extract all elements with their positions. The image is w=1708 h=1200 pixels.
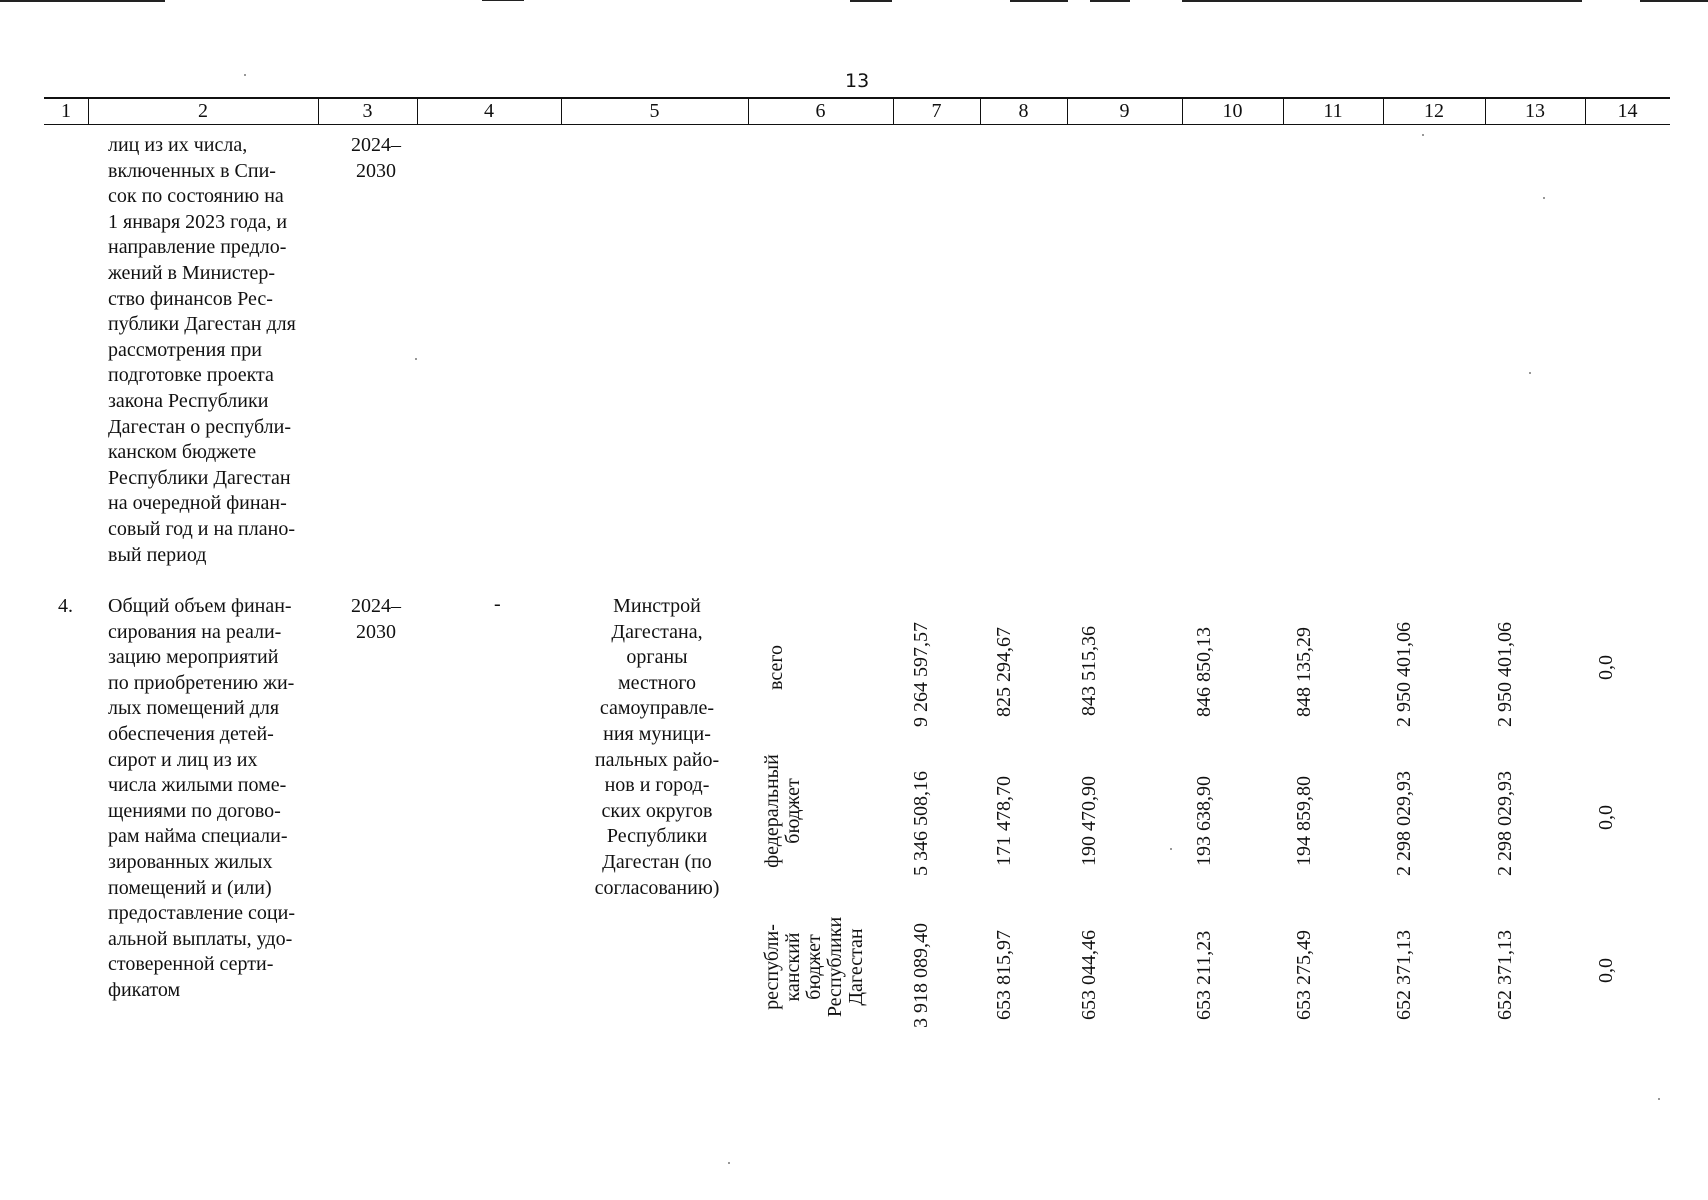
text-line: 2030 xyxy=(356,159,396,182)
text-line: Минстрой xyxy=(613,595,701,617)
text-line: рассмотрения при xyxy=(108,338,262,361)
row4-description xyxy=(108,594,317,1004)
text-line: ство финансов Рес- xyxy=(108,287,273,310)
value-republic-col14: 0,0 xyxy=(1595,958,1617,983)
value-total-col10: 846 850,13 xyxy=(1193,627,1215,717)
scan-artifact-line xyxy=(1182,0,1582,2)
value-federal-col10: 193 638,90 xyxy=(1193,776,1215,866)
column-header: 14 xyxy=(1617,100,1638,122)
text-line: вый период xyxy=(108,543,207,566)
value-republic-col9: 653 044,46 xyxy=(1078,930,1100,1020)
text-line: нов и город- xyxy=(604,774,710,797)
column-header: 3 xyxy=(362,100,373,122)
text-line: лых помещений для xyxy=(108,697,280,720)
funding-source-total: всего xyxy=(765,644,787,690)
value-federal-col12: 2 298 029,93 xyxy=(1393,771,1415,876)
text-line: на очередной финан- xyxy=(108,492,287,515)
column-header: 6 xyxy=(815,100,826,122)
funding-source-federal: федеральный бюджет xyxy=(761,754,804,868)
text-line: лиц из их числа, xyxy=(108,134,248,156)
column-header: 10 xyxy=(1222,100,1243,122)
scan-speck xyxy=(1170,848,1172,850)
text-line: сирования на реали- xyxy=(108,620,282,643)
column-header: 8 xyxy=(1018,100,1029,122)
text-line: обеспечения детей- xyxy=(108,722,274,745)
text-line: рам найма специали- xyxy=(108,825,288,848)
value-total-col12: 2 950 401,06 xyxy=(1393,622,1415,727)
text-line: местного xyxy=(617,671,697,694)
scan-artifact-line xyxy=(1010,0,1068,2)
column-header: 11 xyxy=(1323,100,1343,122)
value-republic-col12: 652 371,13 xyxy=(1393,930,1415,1020)
value-republic-col10: 653 211,23 xyxy=(1193,930,1215,1020)
text-line: пальных райо- xyxy=(594,748,720,771)
text-line: совый год и на плано- xyxy=(108,517,295,540)
value-federal-col7: 5 346 508,16 xyxy=(910,771,932,876)
text-line: зированных жилых xyxy=(108,850,273,873)
column-header: 2 xyxy=(198,100,208,122)
continued-row-period xyxy=(336,133,416,184)
value-republic-col7: 3 918 089,40 xyxy=(910,923,932,1028)
value-total-col13: 2 950 401,06 xyxy=(1494,622,1516,727)
value-republic-col11: 653 275,49 xyxy=(1293,930,1315,1020)
funding-source-republic: республи-канский бюджет Республики Дагестан xyxy=(761,916,867,1018)
text-line: ских округов xyxy=(601,799,713,822)
column-header: 5 xyxy=(649,100,660,122)
text-line: включенных в Спи- xyxy=(108,159,276,182)
value-federal-col9: 190 470,90 xyxy=(1078,776,1100,866)
column-header: 9 xyxy=(1119,100,1130,122)
scan-speck xyxy=(1658,1098,1660,1100)
scan-speck xyxy=(1529,372,1531,374)
text-line: предоставление соци- xyxy=(108,902,295,925)
text-line: публики Дагестан для xyxy=(108,313,296,336)
value-federal-col14: 0,0 xyxy=(1595,805,1617,830)
value-total-col8: 825 294,67 xyxy=(993,627,1015,717)
text-line: числа жилыми поме- xyxy=(108,774,287,797)
text-line: 2030 xyxy=(356,620,396,643)
value-total-col14: 0,0 xyxy=(1595,655,1617,680)
row4-executor xyxy=(578,594,736,901)
text-line: жений в Министер- xyxy=(108,261,276,284)
text-line: фикатом xyxy=(108,978,181,1001)
text-line: щениями по догово- xyxy=(108,799,281,822)
page-number-text: 13 xyxy=(845,70,870,92)
header-bottom-rule xyxy=(44,124,1670,125)
value-federal-col11: 194 859,80 xyxy=(1293,776,1315,866)
text-line: канском бюджете xyxy=(108,441,257,464)
scan-speck xyxy=(1422,134,1424,136)
scan-artifact-line xyxy=(850,0,892,2)
text-line: Общий объем финан- xyxy=(108,595,292,617)
value-total-col7: 9 264 597,57 xyxy=(910,622,932,727)
text-line: сок по состоянию на xyxy=(108,185,284,208)
value-federal-col8: 171 478,70 xyxy=(993,776,1015,866)
continued-row-description xyxy=(108,133,318,568)
scan-artifact-line xyxy=(482,0,524,1)
text-line: стоверенной серти- xyxy=(108,953,274,976)
text-line: самоуправле- xyxy=(599,697,715,720)
text-line: альной выплаты, удо- xyxy=(108,927,293,950)
text-line: подготовке проекта xyxy=(108,364,274,387)
text-line: закона Республики xyxy=(108,389,269,412)
value-total-col9: 843 515,36 xyxy=(1078,626,1100,716)
row4-indicator: - xyxy=(494,593,501,615)
column-header: 1 xyxy=(61,100,71,122)
scan-artifact-line xyxy=(1090,0,1130,2)
row-number: 4. xyxy=(58,595,73,617)
scan-speck xyxy=(415,358,417,360)
text-line: зацию мероприятий xyxy=(108,646,279,669)
scan-speck xyxy=(244,74,246,76)
value-republic-col13: 652 371,13 xyxy=(1494,930,1516,1020)
scan-speck xyxy=(728,1162,730,1164)
column-header: 12 xyxy=(1424,100,1444,122)
text-line: направление предло- xyxy=(108,236,287,259)
text-line: 2024– xyxy=(351,134,401,156)
text-line: 1 января 2023 года, и xyxy=(108,210,288,233)
scan-artifact-line xyxy=(1640,0,1708,2)
scan-speck xyxy=(1543,197,1545,199)
text-line: помещений и (или) xyxy=(108,876,272,899)
text-line: Дагестан (по xyxy=(602,850,712,873)
text-line: согласованию) xyxy=(594,876,720,899)
text-line: сирот и лиц из их xyxy=(108,748,258,771)
text-line: 2024– xyxy=(351,595,401,617)
text-line: Дагестан о республи- xyxy=(108,415,291,438)
text-line: Дагестана, xyxy=(611,620,703,643)
value-federal-col13: 2 298 029,93 xyxy=(1494,771,1516,876)
text-line: органы xyxy=(626,646,688,669)
row4-period xyxy=(336,594,416,645)
text-line: Республики xyxy=(606,825,708,848)
text-line: по приобретению жи- xyxy=(108,671,295,694)
column-header: 13 xyxy=(1525,100,1545,122)
value-total-col11: 848 135,29 xyxy=(1293,627,1315,717)
column-header: 4 xyxy=(484,100,494,122)
scan-artifact-line xyxy=(0,0,165,2)
column-header: 7 xyxy=(931,100,942,122)
text-line: Республики Дагестан xyxy=(108,466,291,489)
text-line: ния муници- xyxy=(603,722,711,745)
value-republic-col8: 653 815,97 xyxy=(993,930,1015,1020)
